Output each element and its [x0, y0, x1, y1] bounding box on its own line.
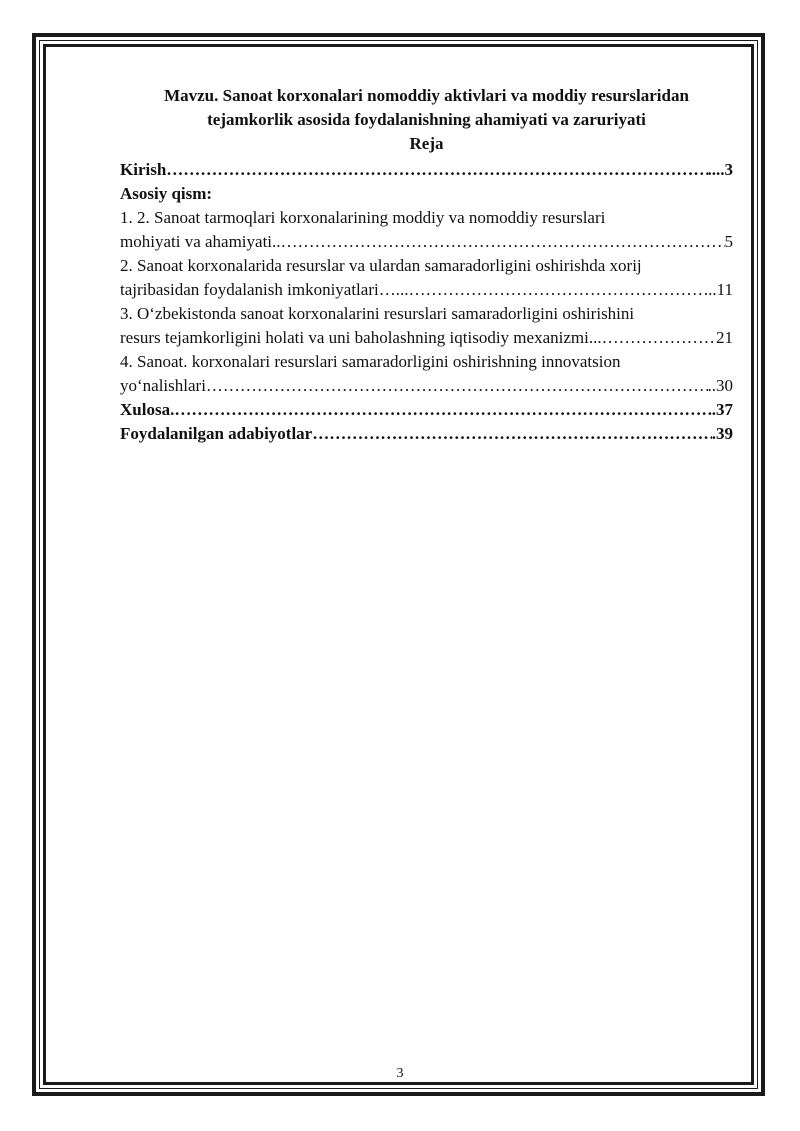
toc-entry-line — [120, 374, 733, 398]
toc-entry-item-1[interactable] — [120, 206, 733, 254]
toc-entry-line — [120, 278, 733, 302]
toc-entry-line: 4. Sanoat. korxonalari resurslari samaradorligini oshirishning innovatsion — [120, 352, 621, 371]
toc-entry-item-2[interactable] — [120, 254, 733, 302]
toc-entry-page: .39 — [711, 424, 733, 443]
dot-leader — [408, 278, 708, 302]
toc-entry-references[interactable] — [120, 422, 733, 446]
dot-leader — [166, 158, 707, 182]
toc-entry-page: .37 — [711, 400, 733, 419]
toc-entry-page: 5 — [724, 232, 733, 251]
toc-entry-label: tajribasidan foydalanish imkoniyatlari…... — [120, 280, 409, 299]
footer-page-number: 3 — [396, 1066, 404, 1081]
toc-entry-page: ..30 — [707, 376, 733, 395]
toc-entry-line: 1. 2. Sanoat tarmoqlari korxonalarining moddiy va nomoddiy resurslari — [120, 208, 606, 227]
toc-entry-page: 21 — [716, 328, 733, 347]
toc-entry-label: Kirish — [120, 160, 167, 179]
document-title: Mavzu. Sanoat korxonalari nomoddiy aktivlari va moddiy resurslaridan tejamkorlik asosida foydalanishning ahamiyati va zaruriyati — [164, 86, 689, 129]
toc-section-main: Asosiy qism: — [120, 184, 213, 203]
toc-entry-line: 3. O‘zbekistonda sanoat korxonalarini resurslari samaradorligini oshirishini — [120, 304, 635, 323]
toc-entry-intro[interactable] — [120, 158, 733, 182]
toc-entry-line — [120, 230, 733, 254]
toc-entry-conclusion[interactable] — [120, 398, 733, 422]
toc-entry-label: mohiyati va ahamiyati.. — [120, 232, 281, 251]
toc-entry-label: resurs tejamkorligini holati va uni baholashning iqtisodiy mexanizmi... — [120, 328, 602, 347]
plan-heading: Reja — [409, 134, 444, 153]
dot-leader — [281, 230, 725, 254]
toc-entry-label: yo‘nalishlari — [120, 376, 206, 395]
toc-entry-item-4[interactable] — [120, 350, 733, 398]
toc-entry-item-3[interactable] — [120, 302, 733, 350]
toc-entry-label: Xulosa. — [120, 400, 175, 419]
document-content — [120, 84, 733, 446]
toc-entry-line — [120, 326, 733, 350]
toc-entry-page: ..11 — [708, 280, 733, 299]
toc-entry-dots: .... — [707, 160, 725, 179]
toc-entry-label: Foydalanilgan adabiyotlar — [120, 424, 313, 443]
dot-leader — [602, 326, 716, 350]
dot-leader — [174, 398, 711, 422]
dot-leader — [312, 422, 712, 446]
toc-entry-page: 3 — [724, 160, 733, 179]
toc-entry-line: 2. Sanoat korxonalarida resurslar va ulardan samaradorligini oshirishda xorij — [120, 256, 642, 275]
dot-leader — [206, 374, 708, 398]
